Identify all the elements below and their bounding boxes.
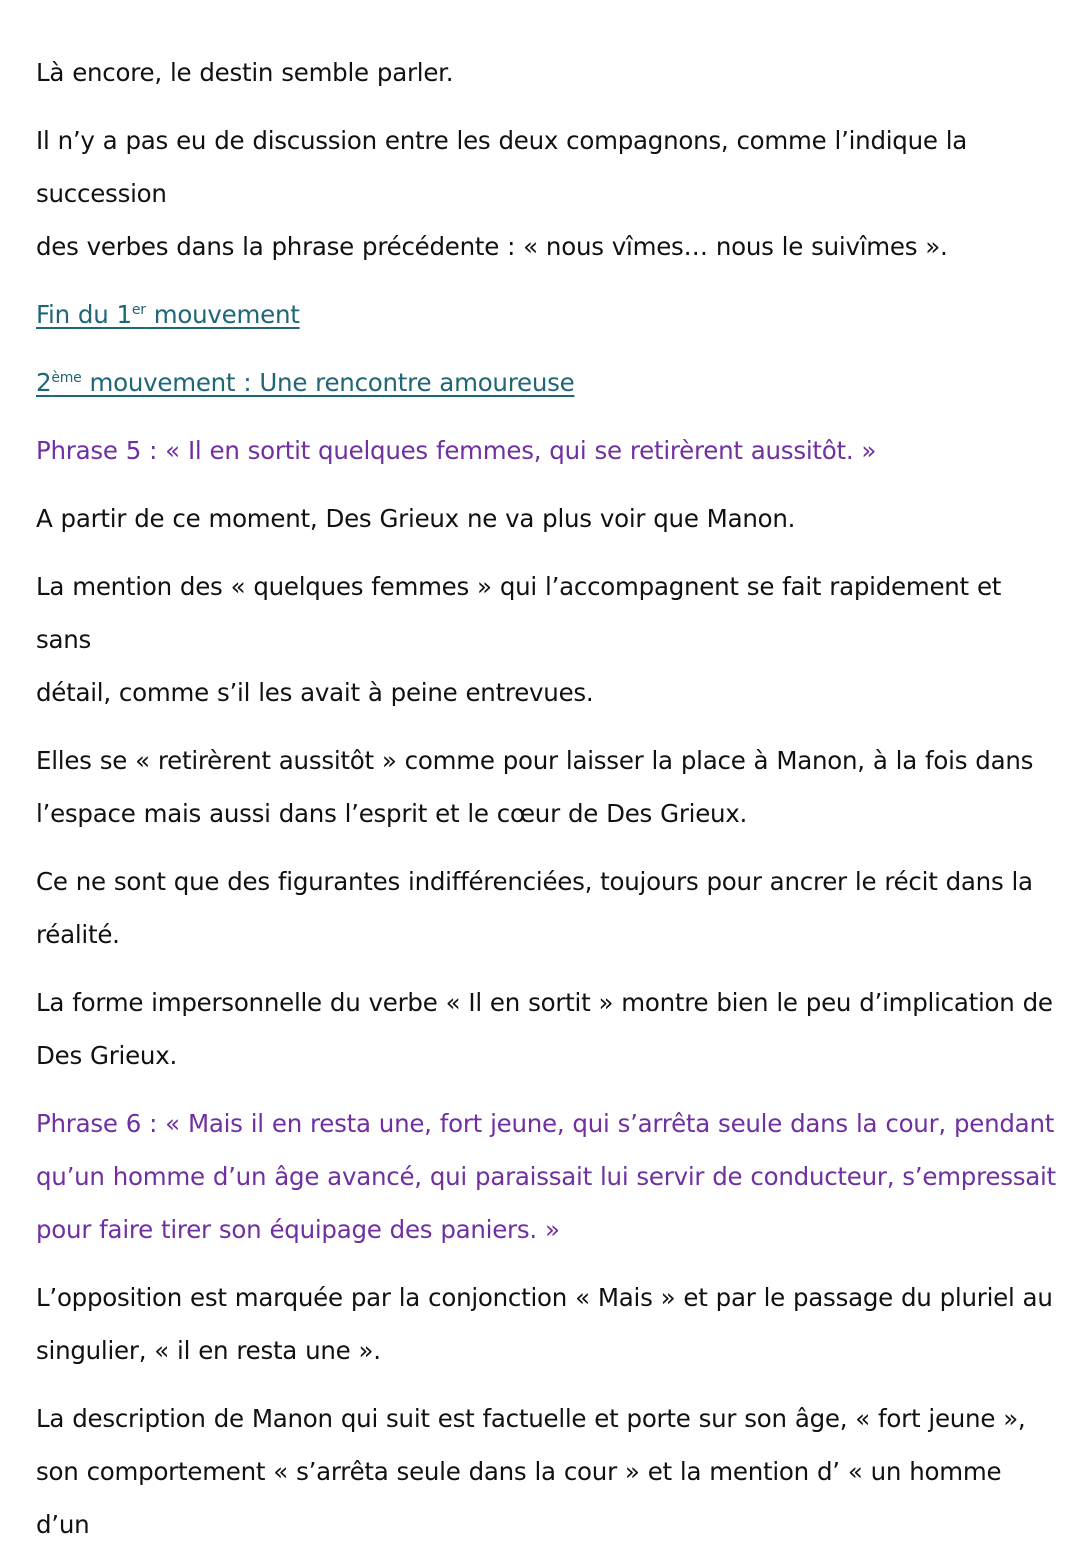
paragraph-manon-focus — [36, 492, 1056, 545]
paragraph-retirerent — [36, 734, 1056, 840]
paragraph-destin — [36, 46, 1056, 99]
line: son comportement « s’arrêta seule dans la cour » et la mention d’ « un homme d’un — [36, 1457, 1002, 1539]
paragraph-description-manon — [36, 1392, 1056, 1551]
heading-end-first-movement: Fin du 1er mouvement — [36, 300, 300, 329]
line: l’espace mais aussi dans l’esprit et le cœur de Des Grieux. — [36, 799, 748, 828]
line: pour faire tirer son équipage des paniers. » — [36, 1215, 560, 1244]
line: Là encore, le destin semble parler. — [36, 58, 454, 87]
line: détail, comme s’il les avait à peine entrevues. — [36, 678, 594, 707]
quote-phrase-6 — [36, 1097, 1056, 1256]
line: Phrase 5 : « Il en sortit quelques femmes, qui se retirèrent aussitôt. » — [36, 436, 877, 465]
quote-phrase-5 — [36, 424, 1056, 477]
line: Elles se « retirèrent aussitôt » comme pour laisser la place à Manon, à la fois dans — [36, 746, 1034, 775]
line: Phrase 6 : « Mais il en resta une, fort jeune, qui s’arrêta seule dans la cour, pendant — [36, 1109, 1055, 1138]
line: singulier, « il en resta une ». — [36, 1336, 381, 1365]
line: Des Grieux. — [36, 1041, 177, 1070]
line: des verbes dans la phrase précédente : « nous vîmes… nous le suivîmes ». — [36, 232, 948, 261]
line: L’opposition est marquée par la conjonction « Mais » et par le passage du pluriel au — [36, 1283, 1053, 1312]
line: Ce ne sont que des figurantes indifférenciées, toujours pour ancrer le récit dans la — [36, 867, 1033, 896]
line: La description de Manon qui suit est factuelle et porte sur son âge, « fort jeune », — [36, 1404, 1026, 1433]
document-page — [36, 46, 1056, 1551]
line: réalité. — [36, 920, 120, 949]
paragraph-figurantes — [36, 855, 1056, 961]
line: qu’un homme d’un âge avancé, qui paraissait lui servir de conducteur, s’empressait — [36, 1162, 1056, 1191]
paragraph-forme-impersonnelle — [36, 976, 1056, 1082]
paragraph-mention-femmes — [36, 560, 1056, 719]
line: La mention des « quelques femmes » qui l’accompagnent se fait rapidement et sans — [36, 572, 1002, 654]
paragraph-opposition — [36, 1271, 1056, 1377]
line: Il n’y a pas eu de discussion entre les deux compagnons, comme l’indique la succession — [36, 126, 968, 208]
line: A partir de ce moment, Des Grieux ne va plus voir que Manon. — [36, 504, 796, 533]
heading-second-movement: 2ème mouvement : Une rencontre amoureuse — [36, 368, 575, 397]
paragraph-discussion — [36, 114, 1056, 273]
line: La forme impersonnelle du verbe « Il en sortit » montre bien le peu d’implication de — [36, 988, 1053, 1017]
